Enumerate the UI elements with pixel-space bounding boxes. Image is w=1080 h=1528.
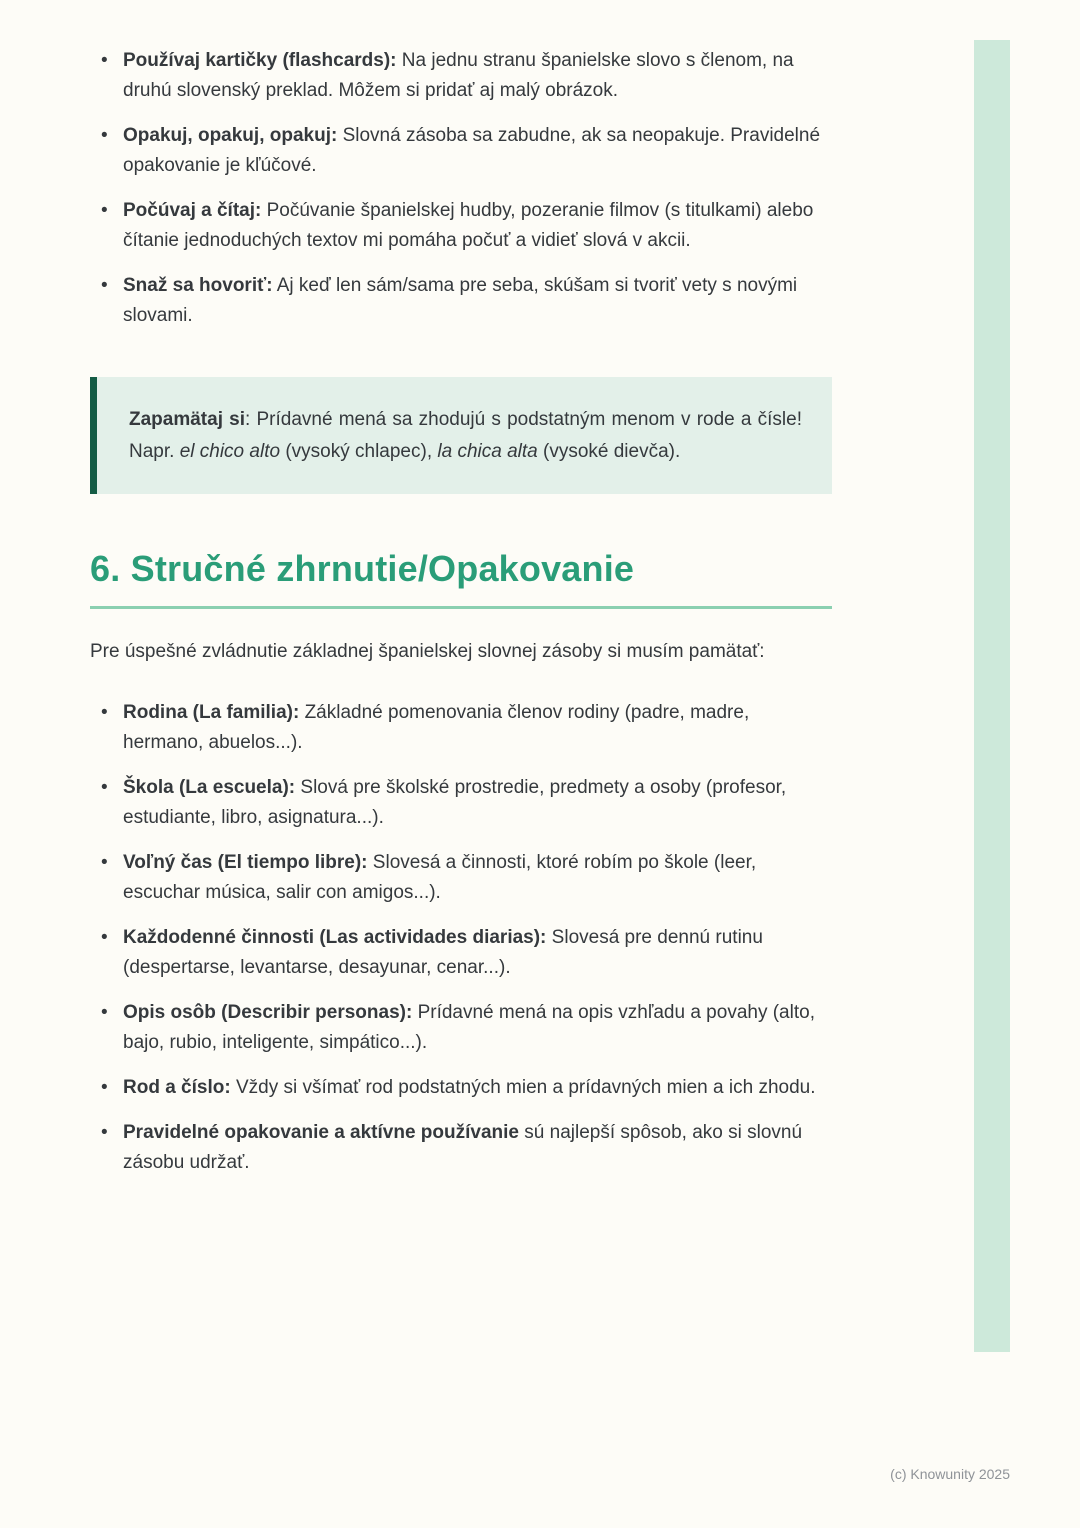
list-item <box>90 1073 832 1103</box>
list-item-text: Prídavné mená na opis vzhľadu a povahy (alto, bajo, rubio, inteligente, simpático...). <box>123 1002 815 1054</box>
list-item-text: Na jednu stranu španielske slovo s členom, na druhú slovenský preklad. Môžem si pridať aj malý obrázok. <box>123 50 794 102</box>
list-item <box>90 923 832 983</box>
list-item-text: sú najlepší spôsob, ako si slovnú zásobu udržať. <box>123 1122 803 1174</box>
list-item <box>90 698 832 758</box>
list-item <box>90 1118 832 1178</box>
list-item-lead: Opis osôb (Describir personas): <box>123 1002 413 1024</box>
list-item <box>90 773 832 833</box>
list-item-lead: Každodenné činnosti (Las actividades diarias): <box>123 927 547 949</box>
list-item-lead: Rod a číslo: <box>123 1077 231 1099</box>
list-item-lead: Opakuj, opakuj, opakuj: <box>123 125 338 147</box>
page-content <box>90 46 832 1193</box>
right-accent-strip <box>974 40 1010 1352</box>
list-item <box>90 196 832 256</box>
summary-list <box>90 698 832 1178</box>
list-item-lead: Počúvaj a čítaj: <box>123 200 262 222</box>
intro-paragraph: Pre úspešné zvládnutie základnej španielskej slovnej zásoby si musím pamätať: <box>90 641 765 663</box>
list-item-text: Aj keď len sám/sama pre seba, skúšam si tvoriť vety s novými slovami. <box>123 275 798 327</box>
callout-text: (vysoké dievča). <box>537 440 681 462</box>
list-item-text: Vždy si všímať rod podstatných mien a prídavných mien a ich zhodu. <box>230 1077 816 1099</box>
list-item-text: Základné pomenovania členov rodiny (padre, madre, hermano, abuelos...). <box>123 701 750 753</box>
copyright-footer: (c) Knowunity 2025 <box>890 1466 1010 1482</box>
section-heading: 6. Stručné zhrnutie/Opakovanie <box>90 548 635 590</box>
list-item-lead: Snaž sa hovoriť: <box>123 275 273 297</box>
list-item <box>90 121 832 181</box>
list-item-lead: Rodina (La familia): <box>123 701 300 723</box>
list-item-text: Slovná zásoba sa zabudne, ak sa neopakuje. Pravidelné opakovanie je kľúčové. <box>123 125 821 177</box>
list-item-text: Slovesá a činnosti, ktoré robím po škole (leer, escuchar música, salir con amigos...). <box>123 852 757 904</box>
callout-box <box>90 377 832 494</box>
list-item-lead: Škola (La escuela): <box>123 776 296 798</box>
callout-example-spanish: el chico alto <box>179 440 281 462</box>
list-item-lead: Voľný čas (El tiempo libre): <box>123 852 368 874</box>
callout-text: : Prídavné mená sa zhodujú s podstatným menom v rode a čísle! Napr. <box>129 409 802 462</box>
list-item-lead: Používaj kartičky (flashcards): <box>123 50 397 71</box>
list-item <box>90 46 832 106</box>
callout-text: (vysoký chlapec), <box>280 440 438 462</box>
callout-lead: Zapamätaj si <box>129 409 246 431</box>
list-item <box>90 998 832 1058</box>
list-item-text: Slovesá pre dennú rutinu (despertarse, levantarse, desayunar, cenar...). <box>123 927 763 979</box>
list-item-text: Počúvanie španielskej hudby, pozeranie filmov (s titulkami) alebo čítanie jednoduchých textov mi pomáha počuť a vidieť slová v akcii. <box>123 200 814 252</box>
tips-list <box>90 46 832 331</box>
list-item <box>90 848 832 908</box>
list-item-text: Slová pre školské prostredie, predmety a osoby (profesor, estudiante, libro, asignatura...). <box>123 776 787 828</box>
section-divider <box>90 606 832 609</box>
callout-example-spanish: la chica alta <box>437 440 538 462</box>
list-item <box>90 271 832 331</box>
list-item-lead: Pravidelné opakovanie a aktívne používanie <box>123 1122 519 1144</box>
